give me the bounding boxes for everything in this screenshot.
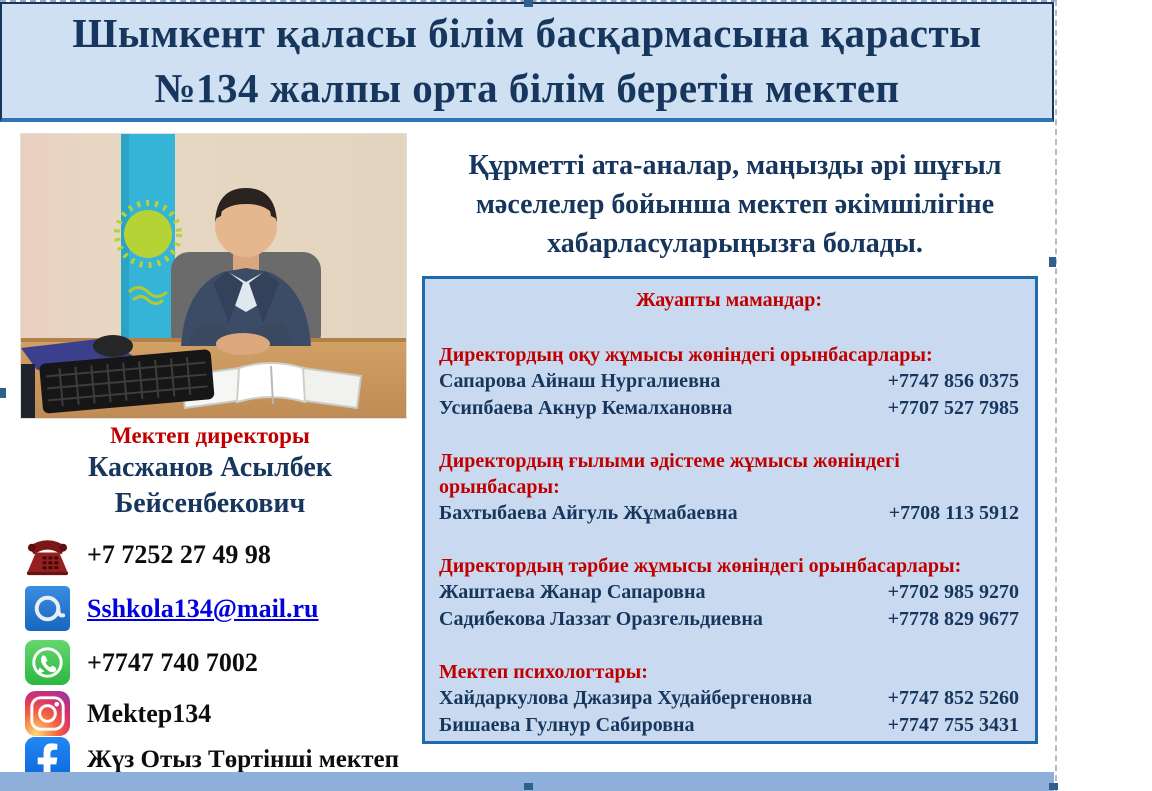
school-whatsapp-number: +7747 740 7002 — [87, 647, 258, 677]
section-psychologists — [439, 659, 1019, 739]
table-row — [439, 712, 1019, 739]
specialist-phone: +7747 852 5260 — [887, 687, 1019, 709]
header-title-line1: Шымкент қаласы білім басқармасына қарасты — [72, 10, 982, 56]
contact-row-phone — [24, 531, 271, 578]
selection-handle-left[interactable] — [0, 388, 6, 398]
specialist-phone: +7747 755 3431 — [887, 714, 1019, 736]
selection-dashed-border-right[interactable] — [1055, 0, 1057, 791]
section-heading: Директордың оқу жұмысы жөніндегі орынбасарлары: — [439, 344, 933, 366]
director-name — [10, 450, 410, 522]
table-row — [439, 579, 1019, 606]
specialist-name: Бишаева Гулнур Сабировна — [439, 714, 695, 736]
responsible-specialists-box — [422, 276, 1038, 744]
specialist-name: Бахтыбаева Айгуль Жұмабаевна — [439, 502, 738, 524]
whatsapp-icon — [24, 639, 71, 686]
section-science-method-deputy — [439, 448, 1019, 527]
contact-row-instagram — [24, 690, 211, 737]
selection-handle-bottom-center[interactable] — [524, 783, 533, 790]
parents-notice-text — [428, 146, 1042, 263]
selection-handle-right[interactable] — [1049, 257, 1056, 267]
school-landline-number: +7 7252 27 49 98 — [87, 539, 271, 569]
specialists-box-title: Жауапты мамандар: — [635, 289, 823, 311]
section-heading: Директордың тәрбие жұмысы жөніндегі орынбасарлары: — [439, 555, 962, 577]
table-row — [439, 500, 1019, 527]
specialist-name: Хайдаркулова Джазира Худайбергеновна — [439, 687, 813, 709]
selection-handle-top-center[interactable] — [524, 0, 533, 7]
section-upbringing-deputies — [439, 553, 1019, 633]
specialist-phone: +7702 985 9270 — [887, 581, 1019, 603]
section-study-deputies — [439, 342, 1019, 422]
landline-phone-icon — [24, 531, 71, 578]
section-heading: Мектеп психологтары: — [439, 661, 648, 683]
director-photo — [20, 133, 407, 419]
table-row — [439, 395, 1019, 422]
specialist-name: Жаштаева Жанар Сапаровна — [439, 581, 706, 603]
section-heading: Директордың ғылыми әдістеме жұмысы жөніндегі орынбасары: — [439, 450, 900, 498]
mailru-email-icon — [24, 585, 71, 632]
school-facebook-name: Жүз Отыз Төртінші мектеп — [87, 745, 400, 773]
specialist-name: Усипбаева Акнур Кемалхановна — [439, 397, 733, 419]
instagram-icon — [24, 690, 71, 737]
parents-notice-line2: мәселелер бойынша мектеп әкімшілігіне — [475, 189, 995, 220]
selection-handle-bottom-right[interactable] — [1049, 783, 1058, 790]
table-row — [439, 368, 1019, 395]
parents-notice-line1: Құрметті ата-аналар, маңызды әрі шұғыл — [468, 150, 1002, 181]
director-photo-illustration — [21, 134, 406, 418]
specialist-phone: +7778 829 9677 — [887, 608, 1019, 630]
specialist-phone: +7747 856 0375 — [887, 370, 1019, 392]
specialist-phone: +7707 527 7985 — [887, 397, 1019, 419]
contact-row-email — [24, 585, 319, 632]
school-instagram-handle: Mektep134 — [87, 698, 212, 728]
header-banner — [0, 2, 1054, 122]
specialist-name: Сапарова Айнаш Нургалиевна — [439, 370, 721, 392]
table-row — [439, 685, 1019, 712]
director-caption: Мектеп директоры — [110, 423, 310, 448]
specialist-phone: +7708 113 5912 — [888, 502, 1019, 524]
table-row — [439, 606, 1019, 633]
director-name-line2: Бейсенбекович — [114, 488, 306, 519]
header-title-line2: №134 жалпы орта білім беретін мектеп — [154, 65, 900, 111]
specialist-name: Садибекова Лаззат Оразгельдиевна — [439, 608, 763, 630]
school-email-link[interactable]: Sshkola134@mail.ru — [87, 593, 319, 623]
parents-notice-line3: хабарласуларыңызға болады. — [547, 228, 923, 259]
director-name-line1: Касжанов Асылбек — [88, 452, 332, 483]
contact-row-whatsapp — [24, 639, 258, 686]
